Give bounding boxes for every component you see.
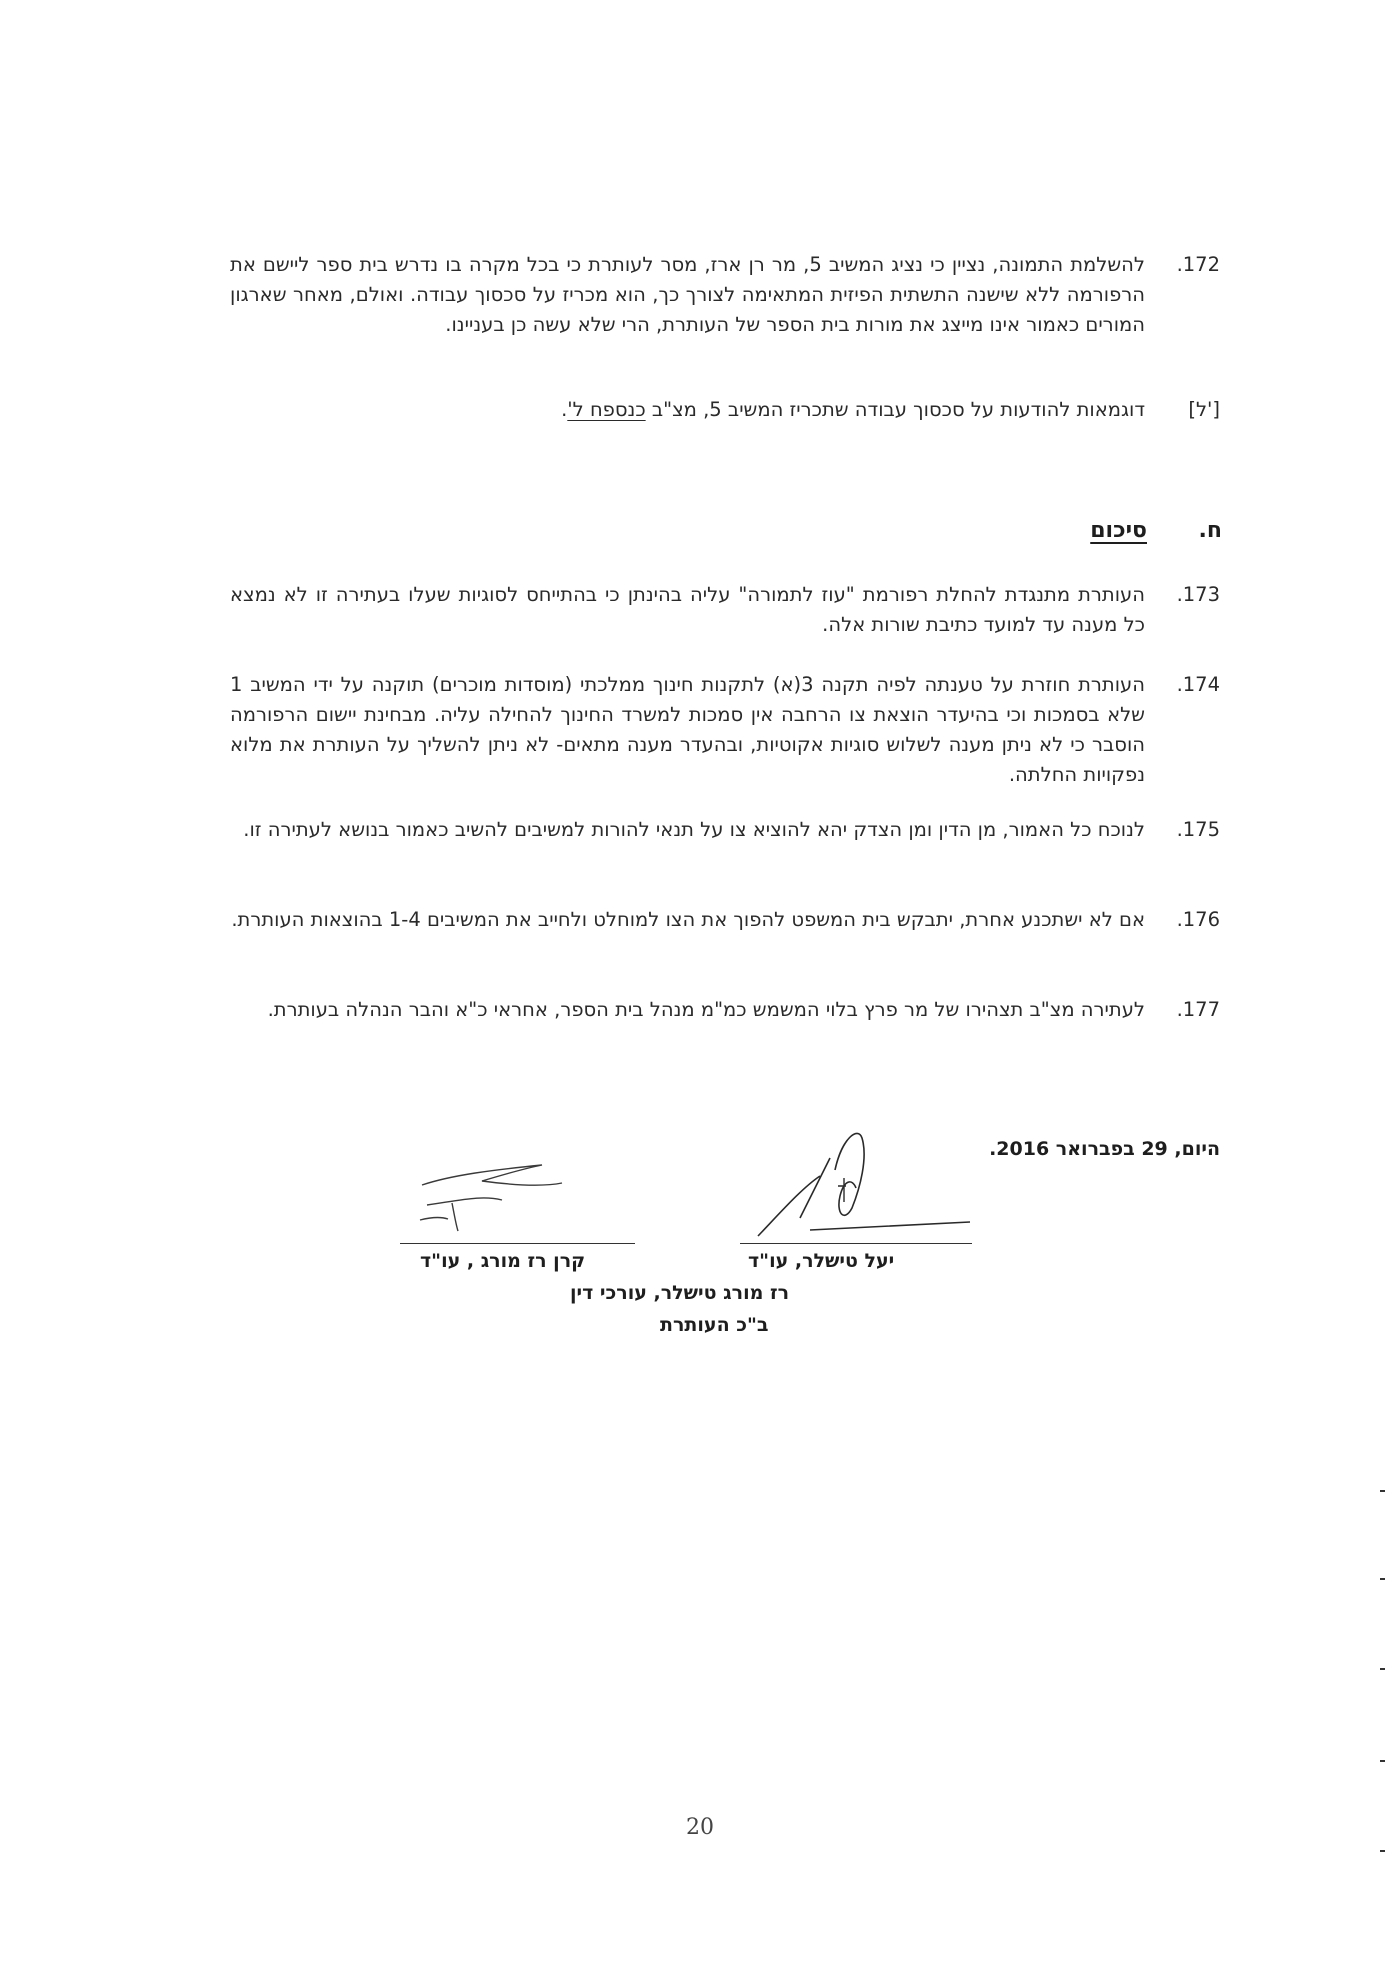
- paragraph-text: לנוכח כל האמור, מן הדין ומן הצדק יהא להוציא צו על תנאי להורות למשיבים להשיב כאמור בנושא לעתירה זו.: [243, 818, 1145, 841]
- margin-mark: [1380, 1668, 1385, 1670]
- paragraph-text: העותרת מתנגדת להחלת רפורמת "עוז לתמורה" עליה בהינתן כי בהתייחס לסוגיות שעלו בעתירה זו לא נמצא כל מענה עד למועד כתיבת שורות אלה.: [230, 583, 1145, 636]
- paragraph-number: .175: [1176, 818, 1220, 841]
- margin-mark: [1380, 1760, 1385, 1762]
- margin-mark: [1380, 1850, 1385, 1852]
- annex-reference: [230, 395, 1220, 427]
- signature-line-left: [400, 1243, 635, 1244]
- paragraph-172: [230, 250, 1220, 370]
- signature-line-right: [740, 1243, 972, 1244]
- annex-reference-text: [230, 395, 1145, 425]
- section-title: סיכום: [1090, 518, 1147, 543]
- law-firm-name: רז מורג טישלר, עורכי דין: [570, 1282, 790, 1304]
- paragraph-text: אם לא ישתכנע אחרת, יתבקש בית המשפט להפוך את הצו למוחלט ולחייב את המשיבים 1-4 בהוצאות העותרת.: [231, 908, 1145, 931]
- signer-left-name: קרן רז מורג , עו"ד: [420, 1250, 586, 1272]
- paragraph-174: [230, 670, 1220, 792]
- annex-reference-body: דוגמאות להודעות על סכסוך עבודה שתכריז המשיב 5, מצ"ב: [651, 398, 1145, 421]
- paragraph-177: [230, 995, 1220, 1057]
- paragraph-number: .172: [1176, 253, 1220, 276]
- paragraph-number: .176: [1176, 908, 1220, 931]
- section-letter: ח.: [1198, 518, 1222, 543]
- paragraph-173: [230, 580, 1220, 642]
- paragraph-176: [230, 905, 1220, 967]
- paragraph-number: .174: [1176, 673, 1220, 696]
- date-line: היום, 29 בפברואר 2016.: [989, 1138, 1220, 1160]
- margin-mark: [1380, 1578, 1385, 1580]
- section-heading: [1022, 518, 1222, 550]
- signer-right-name: יעל טישלר, עו"ד: [748, 1250, 895, 1272]
- margin-mark: [1380, 1490, 1385, 1492]
- paragraph-number: .177: [1176, 998, 1220, 1021]
- paragraph-number: .173: [1176, 583, 1220, 606]
- annex-label: כנספח ל': [567, 398, 646, 421]
- paragraph-175: [230, 815, 1220, 877]
- paragraph-text: לעתירה מצ"ב תצהירו של מר פרץ בלוי המשמש כמ"מ מנהל בית הספר, אחראי כ"א והבר הנהלה בעותרת.: [267, 998, 1145, 1021]
- annex-end: .: [561, 398, 568, 421]
- paragraph-text: העותרת חוזרת על טענתה לפיה תקנה 3(א) לתקנות חינוך ממלכתי (מוסדות מוכרים) תוקנה על ידי המשיב 1 שלא בסמכות וכי בהיעדר הוצאת צו הרחבה אין סמכות למשרד החינוך להחילה עליה. מבחינת יישום הרפורמה הוסבר כי לא ניתן מענה לשלוש סוגיות אקוטיות, ובהעדר מענה מתאים- לא ניתן להשליך על העותרת את מלוא נפקויות החלתה.: [230, 673, 1146, 786]
- signature-right-image: [740, 1118, 980, 1248]
- annex-mark: [ל']: [1188, 398, 1220, 421]
- signature-left-image: [412, 1145, 572, 1235]
- page-number: 20: [686, 1815, 714, 1840]
- on-behalf-of: ב"כ העותרת: [660, 1314, 769, 1336]
- paragraph-text: להשלמת התמונה, נציין כי נציג המשיב 5, מר רן ארז, מסר לעותרת כי בכל מקרה בו נדרש בית ספר ליישם את הרפורמה ללא שישנה התשתית הפיזית המתאימה לצורך כך, הוא מכריז על סכסוך עבודה. ואולם, מאחר שארגון המורים כאמור אינו מייצג את מורות בית הספר של העותרת, הרי שלא עשה כן בעניינו.: [230, 253, 1145, 336]
